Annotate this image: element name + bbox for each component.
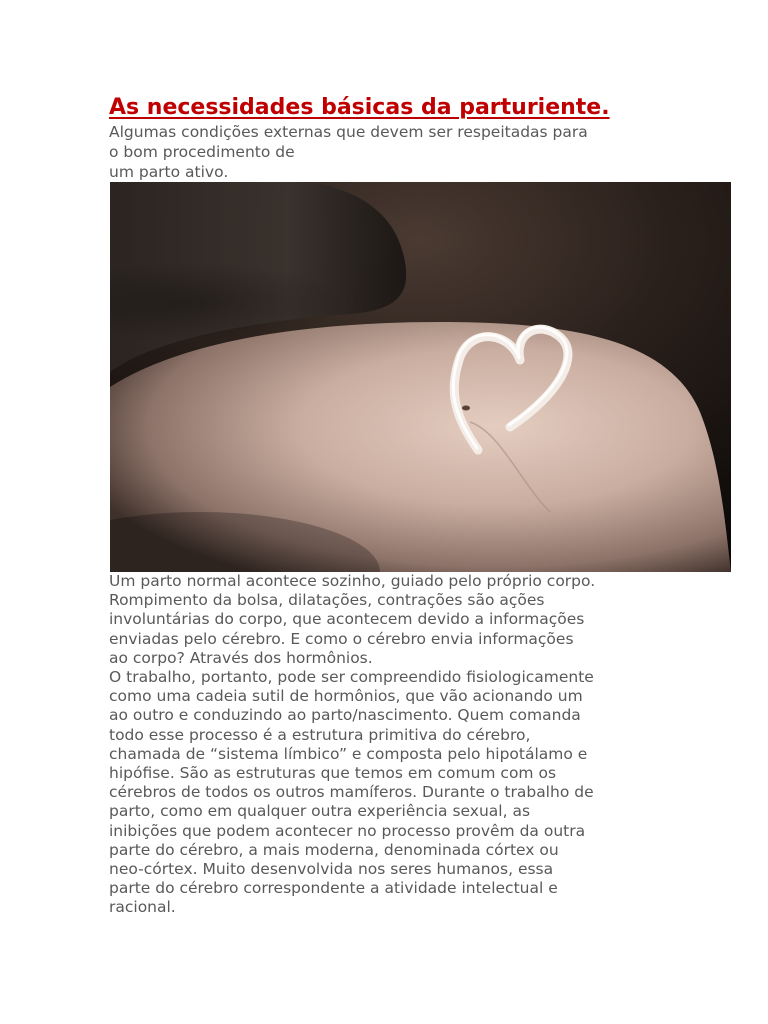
document-subtitle [109, 122, 734, 182]
pregnant-belly-heart-photo [110, 182, 731, 572]
subtitle-line: o bom procedimento de [109, 143, 295, 161]
body-line: ao outro e conduzindo ao parto/nascimento. Quem comanda [109, 706, 581, 725]
body-line: Rompimento da bolsa, dilatações, contrações são ações [109, 591, 545, 610]
document-body [109, 572, 669, 918]
body-line: como uma cadeia sutil de hormônios, que vão acionando um [109, 687, 583, 706]
body-line: chamada de “sistema límbico” e composta pelo hipotálamo e [109, 744, 588, 763]
body-line: parte do cérebro, a mais moderna, denominada córtex ou [109, 840, 559, 859]
body-line: neo-córtex. Muito desenvolvida nos seres humanos, essa [109, 860, 554, 879]
body-line: enviadas pelo cérebro. E como o cérebro envia informações [109, 629, 574, 648]
body-line: parto, como em qualquer outra experiência sexual, as [109, 802, 531, 821]
body-line: involuntárias do corpo, que acontecem devido a informações [109, 610, 585, 629]
body-line: todo esse processo é a estrutura primitiva do cérebro, [109, 725, 531, 744]
subtitle-line: Algumas condições externas que devem ser respeitadas para [109, 123, 588, 141]
body-line: ao corpo? Através dos hormônios. [109, 648, 373, 667]
body-line: Um parto normal acontece sozinho, guiado pelo próprio corpo. [109, 572, 596, 590]
document-title: As necessidades básicas da parturiente. [109, 95, 610, 120]
body-line: inibições que podem acontecer no processo provêm da outra [109, 821, 586, 840]
body-line: racional. [109, 898, 176, 917]
body-line: O trabalho, portanto, pode ser compreendido fisiologicamente [109, 668, 594, 687]
subtitle-line: um parto ativo. [109, 163, 229, 181]
body-line: hipófise. São as estruturas que temos em comum com os [109, 764, 557, 783]
body-line: parte do cérebro correspondente a atividade intelectual e [109, 879, 558, 898]
document-page [109, 94, 734, 918]
body-line: cérebros de todos os outros mamíferos. Durante o trabalho de [109, 783, 594, 802]
